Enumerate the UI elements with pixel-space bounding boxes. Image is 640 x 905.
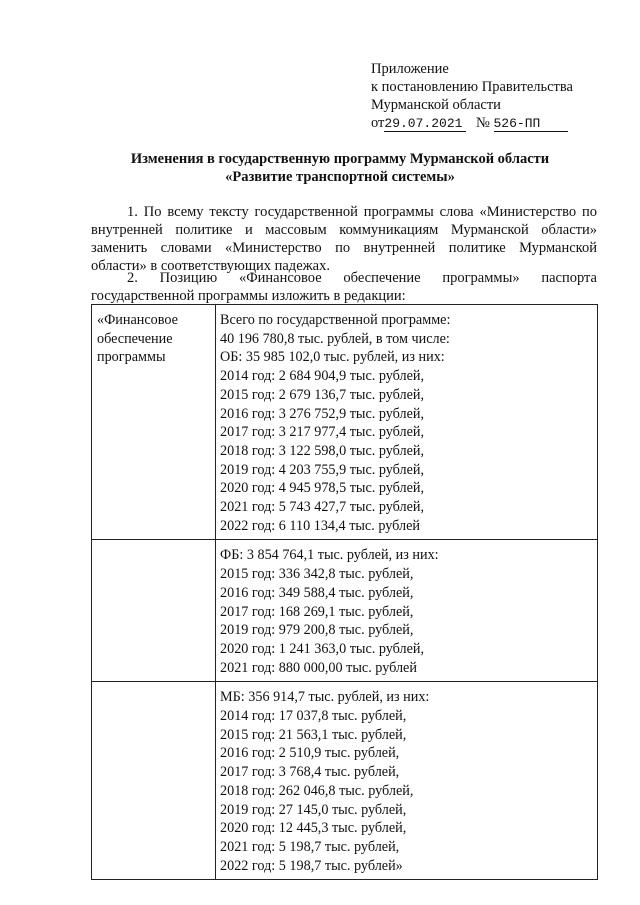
financing-line: 2019 год: 979 200,8 тыс. рублей, [220,622,414,639]
table-row [92,305,598,540]
financing-line: 2015 год: 21 563,1 тыс. рублей, [220,726,407,743]
financing-line: 2014 год: 17 037,8 тыс. рублей, [220,708,407,725]
financing-line: 2019 год: 4 203 755,9 тыс. рублей, [220,461,425,478]
financing-line: МБ: 356 914,7 тыс. рублей, из них: [220,689,430,706]
document-title [60,150,620,186]
financing-line: 2017 год: 168 269,1 тыс. рублей, [220,603,414,620]
paragraph-2: 2. Позицию «Финансовое обеспечение программы» паспорта государственной программы изложить в редакции: [91,270,597,304]
empty-label-cell [92,540,216,682]
financing-line: 2017 год: 3 217 977,4 тыс. рублей, [220,424,425,441]
financing-line: 2021 год: 5 743 427,7 тыс. рублей, [220,499,425,516]
financing-line: 2020 год: 12 445,3 тыс. рублей, [220,820,407,837]
appendix-date-number [371,114,573,132]
financing-line: 2018 год: 3 122 598,0 тыс. рублей, [220,442,425,459]
resolution-date: 29.07.2021 [384,117,466,132]
financing-line: 2018 год: 262 046,8 тыс. рублей, [220,782,414,799]
financing-line: Всего по государственной программе: [220,312,451,328]
financing-line: 2021 год: 880 000,00 тыс. рублей [220,659,417,676]
financing-total-cell [216,305,598,540]
financing-line: ФБ: 3 854 764,1 тыс. рублей, из них: [220,547,439,564]
table-row [92,540,598,682]
financing-line: 2019 год: 27 145,0 тыс. рублей, [220,801,407,818]
appendix-block [371,60,573,132]
financing-line: 2015 год: 2 679 136,7 тыс. рублей, [220,386,425,403]
financing-line: 2015 год: 336 342,8 тыс. рублей, [220,566,414,583]
appendix-resolution: к постановлению Правительства [371,79,573,95]
financing-line: 2016 год: 349 588,4 тыс. рублей, [220,584,414,601]
title-line-2: «Развитие транспортной системы» [225,169,455,185]
financing-line: 2016 год: 3 276 752,9 тыс. рублей, [220,405,425,422]
financing-line: 2020 год: 4 945 978,5 тыс. рублей, [220,480,425,497]
date-prefix: от [371,115,385,131]
financing-federal-cell [216,540,598,682]
financing-line: ОБ: 35 985 102,0 тыс. рублей, из них: [220,349,445,366]
financing-line: 2020 год: 1 241 363,0 тыс. рублей, [220,640,425,657]
financing-line: 2021 год: 5 198,7 тыс. рублей, [220,838,400,855]
financing-table [91,304,598,880]
appendix-region: Мурманской области [371,97,501,113]
number-prefix: № [476,115,490,131]
appendix-title: Приложение [371,61,449,77]
empty-label-cell [92,682,216,880]
financing-label-cell: «Финансовое обеспечение программы [92,305,216,540]
financing-line: 2016 год: 2 510,9 тыс. рублей, [220,745,400,762]
resolution-number: 526-ПП [494,117,568,132]
financing-line: 40 196 780,8 тыс. рублей, в том числе: [220,330,450,347]
financing-line: 2022 год: 5 198,7 тыс. рублей» [220,857,403,874]
financing-line: 2017 год: 3 768,4 тыс. рублей, [220,764,400,781]
table-row [92,682,598,880]
title-line-1: Изменения в государственную программу Мурманской области [130,151,550,167]
financing-municipal-cell [216,682,598,880]
financing-line: 2022 год: 6 110 134,4 тыс. рублей [220,517,420,534]
paragraph-1: 1. По всему тексту государственной программы слова «Министерство по внутренней политике и массовым коммуникациям Мурманской области» заменить словами «Министерство по внутренней политике Мурманской области» в соответствующих падежах. [91,204,597,274]
financing-line: 2014 год: 2 684 904,9 тыс. рублей, [220,368,425,385]
